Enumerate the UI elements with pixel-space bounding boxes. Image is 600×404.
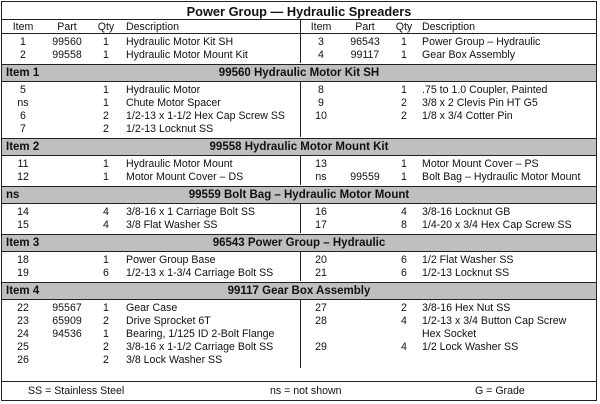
table-row — [2, 301, 596, 314]
cell-desc: 3/8-16 Locknut GB — [422, 206, 511, 218]
cell-item: 1 — [20, 36, 26, 48]
table-row — [2, 96, 596, 109]
cell-qty: 2 — [401, 110, 407, 122]
table-row — [2, 353, 596, 366]
cell-qty: 2 — [103, 341, 109, 353]
cell-item: 29 — [315, 341, 327, 353]
table-row — [2, 170, 596, 183]
cell-desc: Gear Case — [126, 302, 178, 314]
column-divider — [300, 82, 301, 137]
cell-qty: 1 — [103, 328, 109, 340]
cell-item: 17 — [315, 219, 327, 231]
cell-part: 96543 — [350, 36, 380, 48]
cell-desc: Bearing, 1/125 ID 2-Bolt Flange — [126, 328, 275, 340]
cell-item: 19 — [17, 267, 29, 279]
section-label: Item 3 — [6, 237, 40, 249]
col-description-header: Description — [422, 21, 475, 33]
cell-qty: 1 — [103, 254, 109, 266]
section-label: ns — [6, 189, 20, 201]
col-item-header: Item — [310, 21, 332, 33]
section-header — [2, 138, 596, 156]
section-header — [2, 186, 596, 204]
cell-item: 15 — [17, 219, 29, 231]
section-header — [2, 234, 596, 252]
cell-item: 10 — [315, 110, 327, 122]
legend-not-shown: ns = not shown — [270, 385, 342, 397]
column-divider — [300, 19, 301, 33]
cell-desc: Power Group Base — [126, 254, 216, 266]
cell-desc: Power Group – Hydraulic — [422, 36, 541, 48]
section-heading: 99117 Gear Box Assembly — [227, 285, 371, 297]
cell-desc: 1/4-20 x 3/4 Hex Cap Screw SS — [422, 219, 572, 231]
cell-qty: 6 — [103, 267, 109, 279]
cell-item: 12 — [17, 171, 29, 183]
cell-desc: 3/8-16 x 1 Carriage Bolt SS — [126, 206, 255, 218]
legend-grade: G = Grade — [475, 385, 525, 397]
cell-desc: Motor Mount Cover – DS — [126, 171, 244, 183]
col-part-header: Part — [57, 21, 77, 33]
section-heading: 96543 Power Group – Hydraulic — [212, 237, 386, 249]
table-row — [2, 266, 596, 279]
column-divider — [300, 204, 301, 233]
cell-item: 23 — [17, 315, 29, 327]
cell-qty: 1 — [103, 36, 109, 48]
cell-item: 25 — [17, 341, 29, 353]
cell-qty: 1 — [401, 84, 407, 96]
cell-qty: 6 — [401, 254, 407, 266]
column-header-row — [2, 20, 596, 33]
cell-item: 22 — [17, 302, 29, 314]
cell-desc: Hydraulic Motor — [126, 84, 201, 96]
section-heading: 99559 Bolt Bag – Hydraulic Motor Mount — [188, 189, 410, 201]
cell-item: 18 — [17, 254, 29, 266]
cell-desc: 3/8 x 2 Clevis Pin HT G5 — [422, 97, 538, 109]
table-row — [2, 218, 596, 231]
cell-desc: 1/8 x 3/4 Cotter Pin — [422, 110, 513, 122]
cell-item: ns — [17, 97, 29, 109]
section-label: Item 2 — [6, 141, 40, 153]
cell-item: 24 — [17, 328, 29, 340]
table-row — [2, 253, 596, 266]
cell-part: 99559 — [350, 171, 380, 183]
table-row — [2, 157, 596, 170]
cell-desc: 1/2-13 Locknut SS — [126, 123, 214, 135]
cell-qty: 1 — [401, 158, 407, 170]
row-divider — [2, 33, 596, 34]
table-title: Power Group — Hydraulic Spreaders — [186, 4, 412, 19]
legend-stainless: SS = Stainless Steel — [28, 385, 125, 397]
cell-item: 7 — [20, 123, 26, 135]
cell-part: 65909 — [52, 315, 82, 327]
parts-list-table — [1, 1, 597, 401]
cell-qty: 2 — [103, 315, 109, 327]
cell-qty: 1 — [103, 171, 109, 183]
cell-item: 26 — [17, 354, 29, 366]
cell-qty: 4 — [401, 206, 407, 218]
cell-desc: Chute Motor Spacer — [126, 97, 221, 109]
cell-item: 4 — [318, 49, 324, 61]
table-row — [2, 48, 596, 61]
cell-qty: 4 — [103, 219, 109, 231]
cell-qty: 6 — [401, 267, 407, 279]
cell-qty: 1 — [103, 84, 109, 96]
cell-part: 99558 — [52, 49, 82, 61]
table-row — [2, 314, 596, 327]
cell-qty: 1 — [103, 49, 109, 61]
cell-item: 13 — [315, 158, 327, 170]
table-row — [2, 35, 596, 48]
cell-desc: Hydraulic Motor Mount Kit — [126, 49, 248, 61]
cell-part: 94536 — [52, 328, 82, 340]
cell-part: 99560 — [52, 36, 82, 48]
cell-qty: 4 — [401, 341, 407, 353]
cell-desc: 1/2-13 x 1-3/4 Carriage Bolt SS — [126, 267, 274, 279]
cell-part: 99117 — [350, 49, 380, 61]
cell-item: 21 — [315, 267, 327, 279]
table-row — [2, 83, 596, 96]
cell-item: 3 — [318, 36, 324, 48]
cell-desc: 1/2-13 x 1-1/2 Hex Cap Screw SS — [126, 110, 285, 122]
cell-qty: 1 — [401, 49, 407, 61]
column-divider — [300, 156, 301, 185]
cell-qty: 4 — [401, 315, 407, 327]
cell-desc: 1/2-13 x 3/4 Button Cap Screw — [422, 315, 567, 327]
table-row — [2, 327, 596, 340]
cell-item: ns — [315, 171, 327, 183]
table-row — [2, 205, 596, 218]
cell-qty: 8 — [401, 219, 407, 231]
section-header — [2, 64, 596, 82]
table-row — [2, 340, 596, 353]
cell-item: 27 — [315, 302, 327, 314]
section-header — [2, 282, 596, 300]
cell-desc: Bolt Bag – Hydraulic Motor Mount — [422, 171, 581, 183]
cell-desc: 3/8 Flat Washer SS — [126, 219, 218, 231]
cell-item: 9 — [318, 97, 324, 109]
cell-desc: 3/8 Lock Washer SS — [126, 354, 223, 366]
cell-item: 6 — [20, 110, 26, 122]
cell-qty: 1 — [103, 158, 109, 170]
col-qty-header: Qty — [97, 21, 115, 33]
col-part-header: Part — [355, 21, 375, 33]
cell-qty: 1 — [103, 97, 109, 109]
cell-part: 95567 — [52, 302, 82, 314]
cell-item: 28 — [315, 315, 327, 327]
column-divider — [300, 300, 301, 368]
cell-desc: 3/8-16 x 1-1/2 Carriage Bolt SS — [126, 341, 274, 353]
cell-item: 11 — [17, 158, 29, 170]
section-heading: 99558 Hydraulic Motor Mount Kit — [209, 141, 389, 153]
cell-item: 14 — [17, 206, 29, 218]
cell-qty: 1 — [401, 36, 407, 48]
cell-desc: Drive Sprocket 6T — [126, 315, 211, 327]
cell-desc: 1/2 Flat Washer SS — [422, 254, 514, 266]
cell-qty: 1 — [401, 171, 407, 183]
section-heading: 99560 Hydraulic Motor Kit SH — [218, 67, 380, 79]
cell-desc: Hex Socket — [422, 328, 477, 340]
col-description-header: Description — [126, 21, 179, 33]
cell-item: 2 — [20, 49, 26, 61]
cell-qty: 2 — [103, 354, 109, 366]
cell-item: 8 — [318, 84, 324, 96]
cell-desc: 1/2-13 Locknut SS — [422, 267, 510, 279]
cell-qty: 4 — [103, 206, 109, 218]
table-row — [2, 109, 596, 122]
cell-item: 16 — [315, 206, 327, 218]
cell-qty: 2 — [103, 110, 109, 122]
legend-footer — [2, 382, 596, 400]
cell-desc: Hydraulic Motor Mount — [126, 158, 233, 170]
section-label: Item 4 — [6, 285, 40, 297]
cell-qty: 2 — [401, 302, 407, 314]
table-row — [2, 122, 596, 135]
cell-item: 20 — [315, 254, 327, 266]
cell-qty: 2 — [401, 97, 407, 109]
col-qty-header: Qty — [395, 21, 413, 33]
cell-qty: 2 — [103, 123, 109, 135]
cell-desc: .75 to 1.0 Coupler, Painted — [422, 84, 548, 96]
cell-desc: 3/8-16 Hex Nut SS — [422, 302, 511, 314]
column-divider — [300, 33, 301, 63]
cell-qty: 1 — [103, 302, 109, 314]
cell-desc: Gear Box Assembly — [422, 49, 516, 61]
cell-desc: Hydraulic Motor Kit SH — [126, 36, 234, 48]
cell-desc: 1/2 Lock Washer SS — [422, 341, 519, 353]
col-item-header: Item — [12, 21, 34, 33]
column-divider — [300, 252, 301, 281]
section-label: Item 1 — [6, 67, 40, 79]
cell-desc: Motor Mount Cover – PS — [422, 158, 539, 170]
cell-item: 5 — [20, 84, 26, 96]
